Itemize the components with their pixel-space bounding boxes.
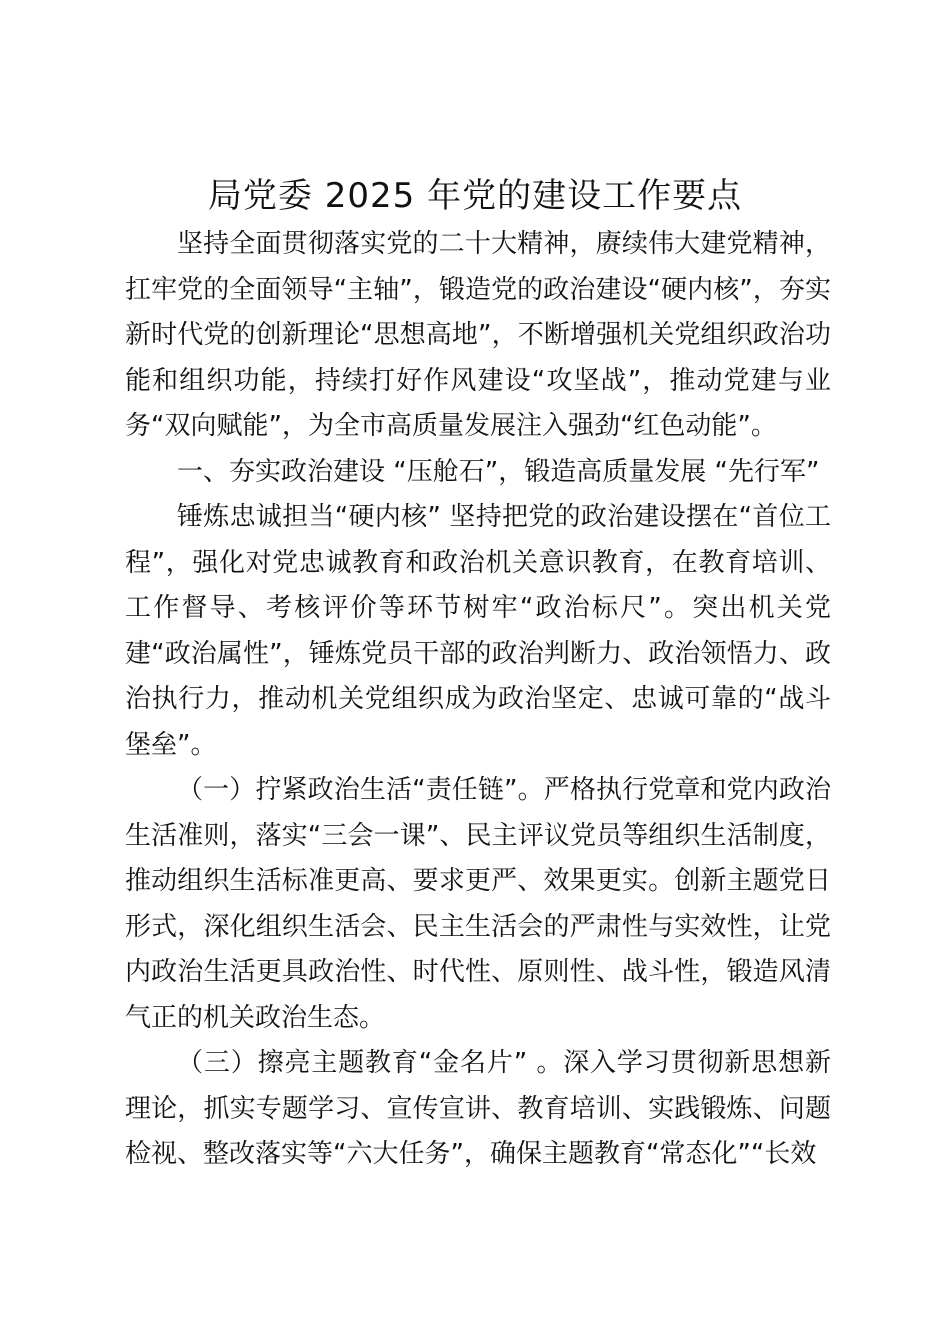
subsection-paragraph-3: （三）擦亮主题教育“金名片” 。深入学习贯彻新思想新理论，抓实专题学习、宣传宣讲、教育培训、实践锻炼、问题检视、整改落实等“六大任务”，确保主题教育“常态化”“长效 [125,1048,831,1169]
body-paragraph: 锤炼忠诚担当“硬内核” 坚持把党的政治建设摆在“首位工程”，强化对党忠诚教育和政治机关意识教育，在教育培训、工作督导、考核评价等环节树牢“政治标尺”。突出机关党建“政治属性”，锤炼党员干部的政治判断力、政治领悟力、政治执行力，推动机关党组织成为政治坚定、忠诚可靠的“战斗堡垒”。 [125,502,831,760]
intro-paragraph: 坚持全面贯彻落实党的二十大精神，赓续伟大建党精神，扛牢党的全面领导“主轴”，锻造党的政治建设“硬内核”，夯实新时代党的创新理论“思想高地”，不断增强机关党组织政治功能和组织功能，持续打好作风建设“攻坚战”，推动党建与业务“双向赋能”，为全市高质量发展注入强劲“红色动能”。 [125,229,831,441]
section-heading-1: 一、夯实政治建设 “压舱石”，锻造高质量发展 “先行军” [177,456,820,487]
subsection-paragraph-1: （一）拧紧政治生活“责任链”。严格执行党章和党内政治生活准则，落实“三会一课”、民主评议党员等组织生活制度，推动组织生活标准更高、要求更严、效果更实。创新主题党日形式，深化组织生活会、民主生活会的严肃性与实效性，让党内政治生活更具政治性、时代性、原则性、战斗性，锻造风清气正的机关政治生态。 [125,775,831,1033]
document-body [125,222,831,1178]
document-title: 局党委 2025 年党的建设工作要点 [207,176,743,216]
